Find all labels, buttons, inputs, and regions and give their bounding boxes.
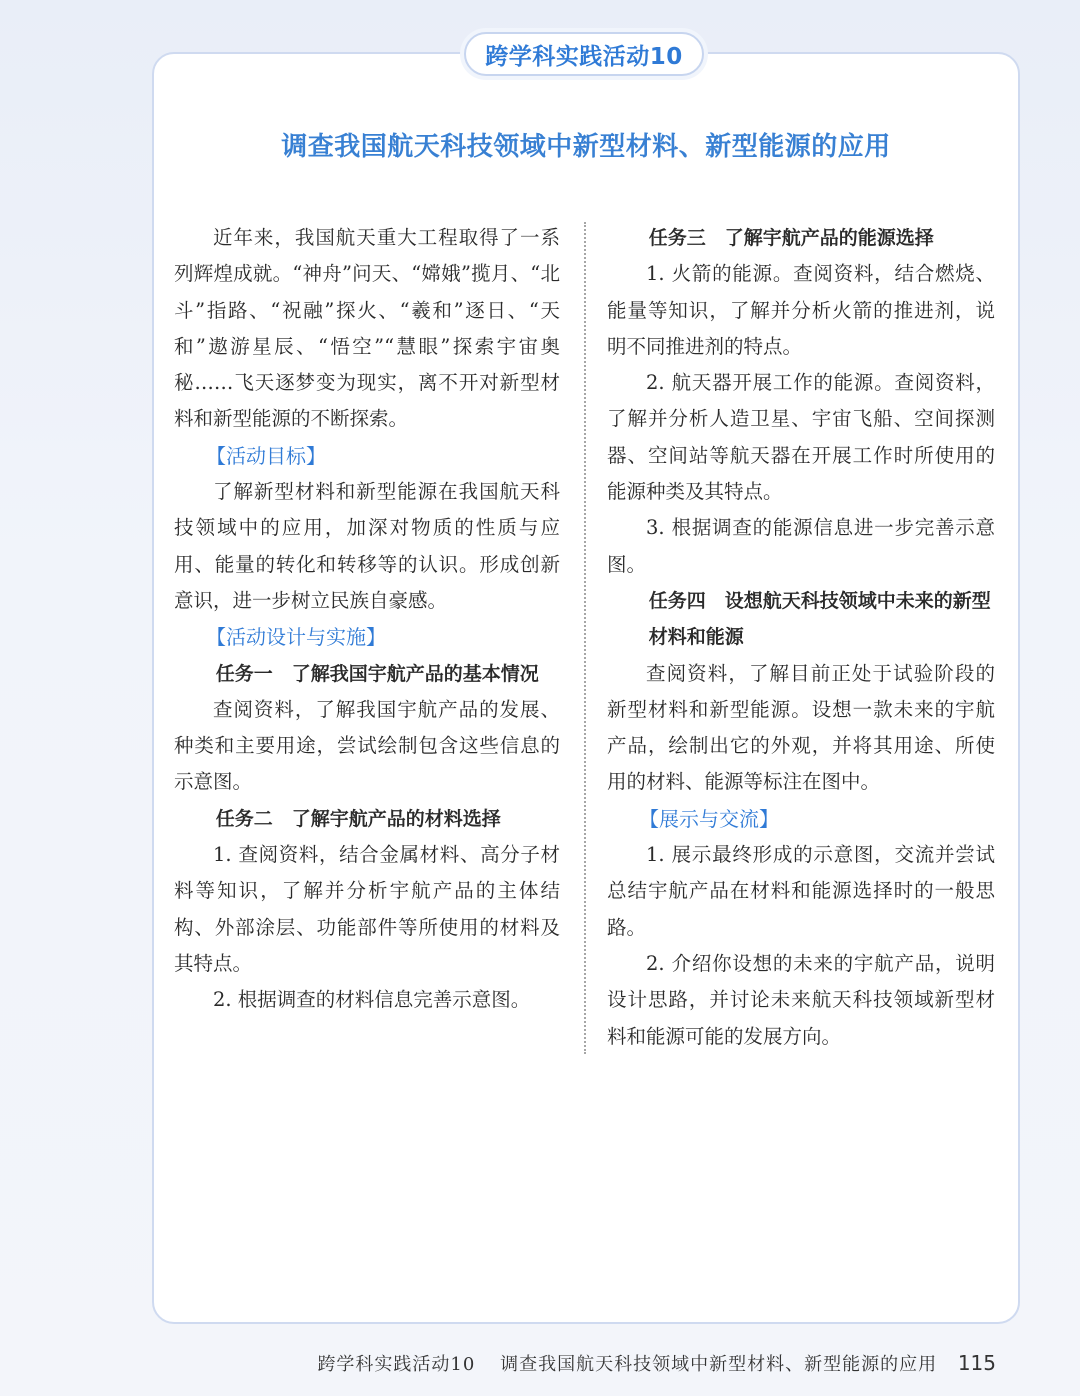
design-heading: 【活动设计与实施】 xyxy=(206,625,386,650)
task2-item-1: 1. 查阅资料，结合金属材料、高分子材料等知识，了解并分析宇航产品的主体结构、外部涂层、功能部件等所使用的材料及其特点。 xyxy=(174,843,560,975)
task3-item-1: 1. 火箭的能源。查阅资料，结合燃烧、能量等知识，了解并分析火箭的推进剂，说明不同推进剂的特点。 xyxy=(607,262,995,358)
task3-heading: 任务三 了解宇航产品的能源选择 xyxy=(648,227,934,249)
task1-paragraph: 查阅资料，了解我国宇航产品的发展、种类和主要用途，尝试绘制包含这些信息的示意图。 xyxy=(174,697,560,794)
activity-badge-label: 跨学科实践活动10 xyxy=(485,43,683,70)
task2-item-2: 2. 根据调查的材料信息完善示意图。 xyxy=(213,988,531,1012)
goal-paragraph: 了解新型材料和新型能源在我国航天科技领域中的应用，加深对物质的性质与应用、能量的转化和转移等的认识。形成创新意识，进一步树立民族自豪感。 xyxy=(174,480,560,612)
page-number: 115 xyxy=(957,1351,996,1375)
column-divider xyxy=(584,222,586,1054)
task3-item-2: 2. 航天器开展工作的能源。查阅资料，了解并分析人造卫星、宇宙飞船、空间探测器、空间站等航天器在开展工作时所使用的能源种类及其特点。 xyxy=(607,371,995,504)
task4-paragraph: 查阅资料，了解目前正处于试验阶段的新型材料和新型能源。设想一款未来的宇航产品，绘制出它的外观，并将其用途、所使用的材料、能源等标注在图中。 xyxy=(607,661,995,794)
page-title: 调查我国航天科技领域中新型材料、新型能源的应用 xyxy=(281,132,891,162)
show-item-2: 2. 介绍你设想的未来的宇航产品，说明设计思路，并讨论未来航天科技领域新型材料和能源可能的发展方向。 xyxy=(607,951,995,1048)
intro-paragraph: 近年来，我国航天重大工程取得了一系列辉煌成就。“神舟”问天、“嫦娥”揽月、“北斗”指路、“祝融”探火、“羲和”逐日、“天和”遨游星辰、“悟空”“慧眼”探索宇宙奥秘……飞天逐梦变为现实，离不开对新型材料和新型能源的不断探索。 xyxy=(174,226,560,431)
footer-section: 跨学科实践活动10 xyxy=(317,1354,476,1375)
task3-item-3: 3. 根据调查的能源信息进一步完善示意图。 xyxy=(607,516,995,576)
task2-heading: 任务二 了解宇航产品的材料选择 xyxy=(215,807,501,830)
page-footer xyxy=(317,1350,996,1376)
show-heading: 【展示与交流】 xyxy=(639,806,779,831)
footer-topic: 调查我国航天科技领域中新型材料、新型能源的应用 xyxy=(500,1354,938,1375)
activity-badge xyxy=(464,32,704,76)
task1-heading: 任务一 了解我国宇航产品的基本情况 xyxy=(215,662,539,685)
show-item-1: 1. 展示最终形成的示意图，交流并尝试总结宇航产品在材料和能源选择时的一般思路。 xyxy=(607,843,995,939)
goal-heading: 【活动目标】 xyxy=(206,443,326,468)
right-column xyxy=(607,220,995,1055)
left-column xyxy=(174,220,560,1019)
task4-heading: 任务四 设想航天科技领域中未来的新型材料和能源 xyxy=(648,589,991,649)
